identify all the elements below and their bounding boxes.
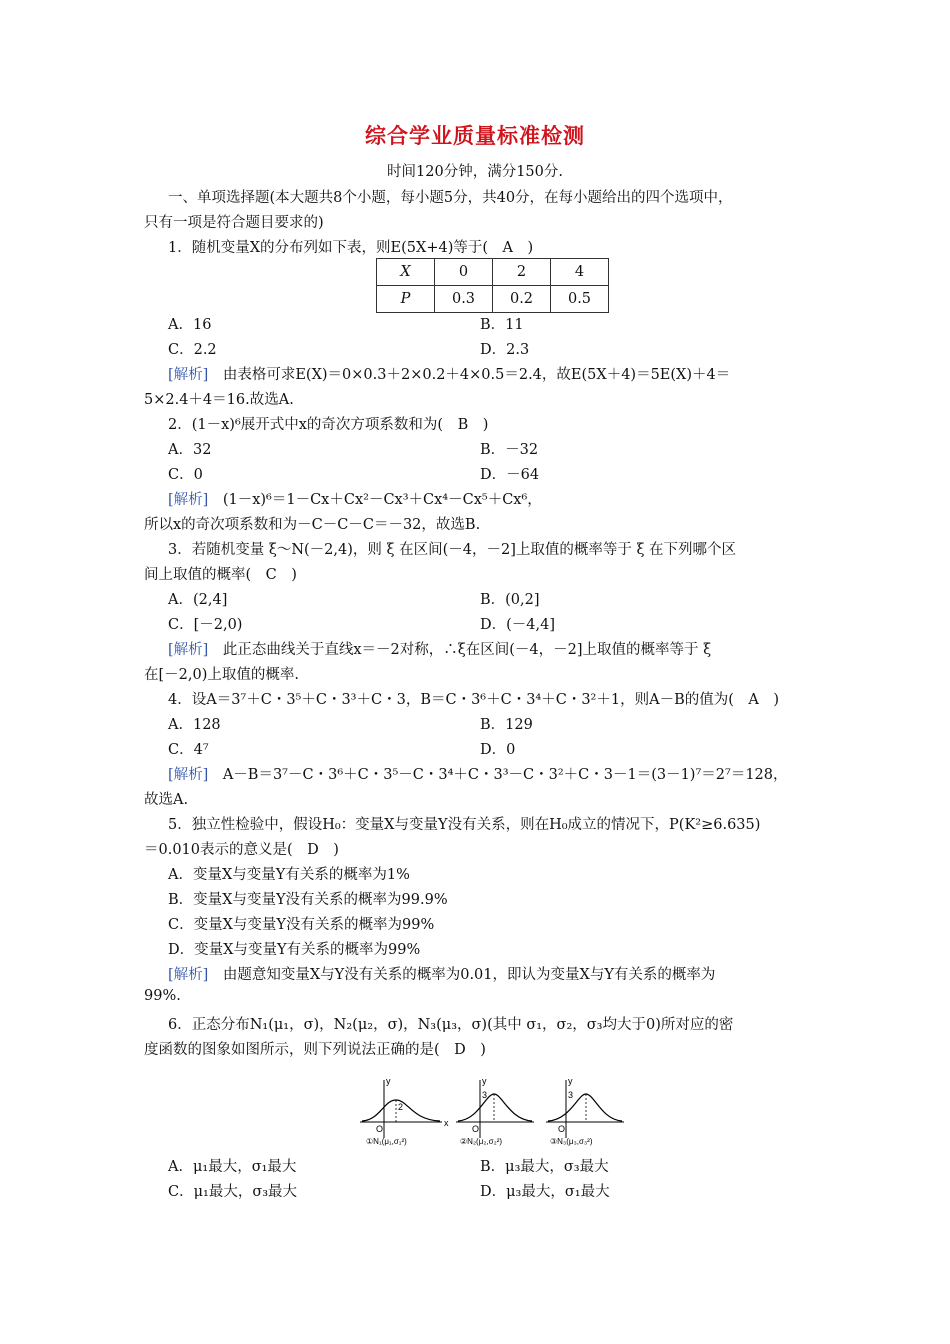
explanation-text: 由题意知变量X与Y没有关系的概率为0.01，即认为变量X与Y有关系的概率为 bbox=[208, 967, 716, 983]
question-4-stem: 4．设A＝3⁷＋C・3⁵＋C・3³＋C・3，B＝C・3⁶＋C・3⁴＋C・3²＋1，则A－B的值为( A ) bbox=[168, 692, 780, 708]
origin-label: O bbox=[376, 1124, 384, 1134]
explanation-tag: [解析] bbox=[168, 967, 209, 983]
density-curve bbox=[548, 1094, 622, 1121]
table-cell: X bbox=[377, 259, 435, 286]
option-d: D．μ₃最大，σ₁最大 bbox=[480, 1184, 610, 1200]
explanation-1-cont: 5×2.4＋4＝16.故选A. bbox=[144, 392, 294, 408]
section-heading: 一、单项选择题(本大题共8个小题，每小题5分，共40分，在每小题给出的四个选项中， bbox=[168, 190, 733, 206]
question-3-stem-cont: 间上取值的概率( C ) bbox=[144, 567, 297, 583]
normal-curves-figure bbox=[356, 1076, 636, 1146]
option-b: B．11 bbox=[480, 317, 524, 333]
explanation-3-cont: 在[－2,0)上取值的概率. bbox=[144, 667, 299, 683]
option-b: B．(0,2] bbox=[480, 592, 540, 608]
explanation-1 bbox=[168, 363, 730, 384]
table-cell: 2 bbox=[493, 259, 551, 286]
option-d: D．2.3 bbox=[480, 342, 530, 358]
curve-panel-1 bbox=[360, 1076, 449, 1146]
caption: ②N₂(μ₂,σ₂²) bbox=[460, 1137, 503, 1146]
explanation-text: A－B＝3⁷－C・3⁶＋C・3⁵－C・3⁴＋C・3³－C・3²＋C・3－1＝(3－1)⁷＝2⁷＝128， bbox=[208, 767, 788, 783]
table-cell: P bbox=[377, 286, 435, 313]
question-1-stem: 1．随机变量X的分布列如下表，则E(5X+4)等于( A ) bbox=[168, 240, 534, 256]
explanation-tag: [解析] bbox=[168, 767, 209, 783]
explanation-2 bbox=[168, 488, 542, 509]
question-2-stem: 2．(1－x)⁶展开式中x的奇次方项系数和为( B ) bbox=[168, 417, 489, 433]
explanation-text: (1－x)⁶＝1－Cx＋Cx²－Cx³＋Cx⁴－Cx⁵＋Cx⁶， bbox=[208, 492, 542, 508]
table-row bbox=[377, 259, 609, 286]
explanation-tag: [解析] bbox=[168, 492, 209, 508]
svg-text:O: O bbox=[472, 1124, 480, 1134]
question-5-stem: 5．独立性检验中，假设H₀：变量X与变量Y没有关系，则在H₀成立的情况下，P(K²≥6.635) bbox=[168, 817, 761, 833]
option-a: A．128 bbox=[168, 717, 221, 733]
peak-label: 3 bbox=[568, 1090, 574, 1100]
option-a: A．16 bbox=[168, 317, 212, 333]
explanation-5-cont: 99%. bbox=[144, 988, 181, 1004]
option-a: A．(2,4] bbox=[168, 592, 228, 608]
option-a: A．32 bbox=[168, 442, 212, 458]
explanation-text: 由表格可求E(X)＝0×0.3＋2×0.2＋4×0.5＝2.4，故E(5X＋4)＝5E(X)＋4＝ bbox=[208, 367, 731, 383]
table-cell: 0.2 bbox=[493, 286, 551, 313]
option-a: A．变量X与变量Y有关系的概率为1% bbox=[168, 867, 410, 883]
option-d: D．(－4,4] bbox=[480, 617, 555, 633]
question-5-stem-cont: ＝0.010表示的意义是( D ) bbox=[144, 842, 339, 858]
explanation-2-cont: 所以x的奇次项系数和为－C－C－C＝－32，故选B. bbox=[144, 517, 481, 533]
exam-time-info: 时间120分钟，满分150分. bbox=[387, 164, 563, 180]
page-title: 综合学业质量标准检测 bbox=[365, 123, 585, 148]
option-c: C．μ₁最大，σ₃最大 bbox=[168, 1184, 298, 1200]
option-b: B．变量X与变量Y没有关系的概率为99.9% bbox=[168, 892, 448, 908]
peak-label: 2 bbox=[398, 1102, 404, 1112]
question-3-stem: 3．若随机变量 ξ～N(－2,4)，则 ξ 在区间(－4，－2]上取值的概率等于 ξ 在下列哪个区 bbox=[168, 542, 737, 558]
option-b: B．129 bbox=[480, 717, 533, 733]
explanation-5 bbox=[168, 963, 715, 984]
caption: ①N₁(μ₁,σ₁²) bbox=[366, 1137, 407, 1146]
question-6-stem: 6．正态分布N₁(μ₁，σ)，N₂(μ₂，σ)，N₃(μ₃，σ)(其中 σ₁，σ₂，σ₃均大于0)所对应的密 bbox=[168, 1017, 734, 1033]
table-cell: 4 bbox=[551, 259, 609, 286]
option-a: A．μ₁最大，σ₁最大 bbox=[168, 1159, 297, 1175]
option-c: C．变量X与变量Y没有关系的概率为99% bbox=[168, 917, 435, 933]
explanation-text: 此正态曲线关于直线x＝－2对称，∴ξ在区间(－4，－2]上取值的概率等于 ξ bbox=[208, 642, 712, 658]
axis-label-y: y bbox=[386, 1076, 391, 1086]
option-d: D．变量X与变量Y有关系的概率为99% bbox=[168, 942, 421, 958]
option-d: D．－64 bbox=[480, 467, 540, 483]
table-cell: 0.5 bbox=[551, 286, 609, 313]
svg-text:y: y bbox=[568, 1076, 573, 1086]
option-b: B．μ₃最大，σ₃最大 bbox=[480, 1159, 609, 1175]
option-c: C．4⁷ bbox=[168, 742, 209, 758]
caption: ③N₃(μ₃,σ₃²) bbox=[550, 1137, 593, 1146]
explanation-4 bbox=[168, 763, 788, 784]
axis-label-x: x bbox=[444, 1118, 449, 1128]
explanation-tag: [解析] bbox=[168, 367, 209, 383]
option-c: C．2.2 bbox=[168, 342, 217, 358]
explanation-3 bbox=[168, 638, 711, 659]
explanation-4-cont: 故选A. bbox=[144, 792, 189, 808]
distribution-table bbox=[376, 258, 609, 313]
explanation-tag: [解析] bbox=[168, 642, 209, 658]
option-c: C．[－2,0) bbox=[168, 617, 243, 633]
svg-text:O: O bbox=[558, 1124, 566, 1134]
table-cell: 0 bbox=[435, 259, 493, 286]
section-heading-cont: 只有一项是符合题目要求的) bbox=[144, 215, 324, 231]
svg-text:y: y bbox=[482, 1076, 487, 1086]
density-curve bbox=[458, 1094, 532, 1121]
table-row bbox=[377, 286, 609, 313]
curve-panel-2 bbox=[456, 1076, 534, 1146]
option-b: B．－32 bbox=[480, 442, 539, 458]
option-c: C．0 bbox=[168, 467, 203, 483]
question-6-stem-cont: 度函数的图象如图所示，则下列说法正确的是( D ) bbox=[144, 1042, 486, 1058]
table-cell: 0.3 bbox=[435, 286, 493, 313]
option-d: D．0 bbox=[480, 742, 516, 758]
peak-label: 3 bbox=[482, 1090, 488, 1100]
curve-panel-3 bbox=[546, 1076, 624, 1146]
